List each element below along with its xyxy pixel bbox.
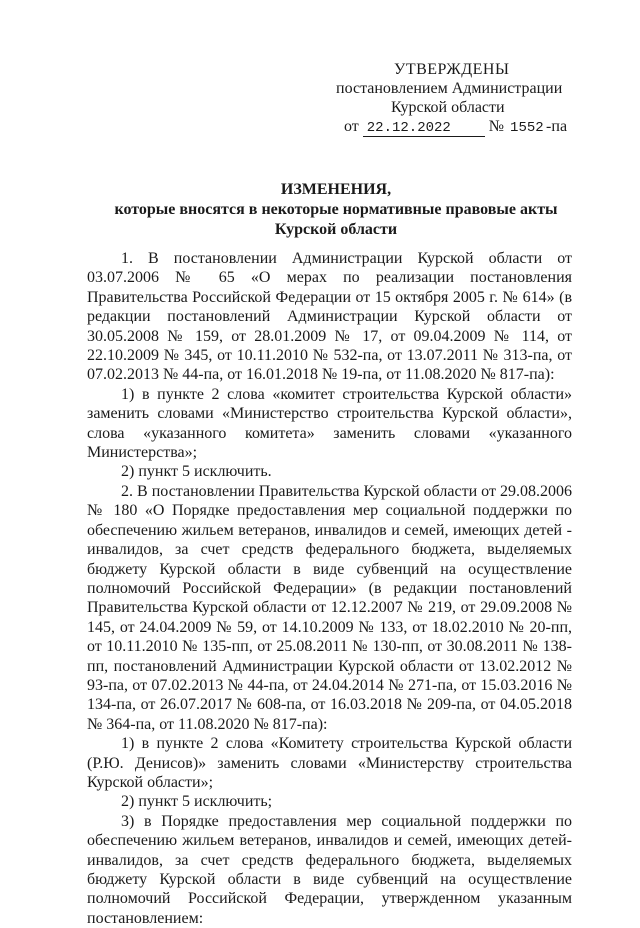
approval-stamp-block — [336, 60, 596, 137]
document-heading — [86, 180, 586, 240]
paragraph-2-item-1: 1) в пункте 2 слова «Комитету строительства Курской области (Р.Ю. Денисов)» заменить словами «Министерству строительства Курской области»; — [87, 735, 572, 791]
approval-title: УТВЕРЖДЕНЫ — [394, 61, 510, 78]
approval-number: 1552 — [510, 120, 544, 136]
document-subtitle-line2: Курской области — [274, 221, 398, 238]
approval-date: 22.12.2022 — [363, 121, 485, 137]
paragraph-2-item-3: 3) в Порядке предоставления мер социальной поддержки по обеспечению жильем ветеранов, инвалидов и семей, имеющих детей-инвалидов, за счет средств федерального бюджета, выделяемых бюджету Курской области в виде субвенций на осуществление полномочий Российской Федерации, утвержденном указанным постановлением: — [87, 812, 572, 927]
document-subtitle-line1: которые вносятся в некоторые нормативные правовые акты — [114, 201, 558, 218]
paragraph-2-item-2: 2) пункт 5 исключить; — [121, 793, 273, 811]
paragraph-1-item-2: 2) пункт 5 исключить. — [121, 463, 272, 481]
approval-issuer: постановлением Администрации — [336, 80, 563, 97]
approval-number-label: № — [488, 118, 505, 135]
approval-from-label: от — [344, 118, 359, 135]
document-body — [87, 249, 572, 928]
paragraph-1: 1. В постановлении Администрации Курской области от 03.07.2006 № 65 «О мерах по реализации постановления Правительства Российской Федерации от 15 октября 2005 г. № 614» (в редакции постановлений Администрации Курской области от 30.05.2008 № 159, от 28.01.2009 № 17, от 09.04.2009 № 114, от 22.10.2009 № 345, от 10.11.2010 № 532-па, от 13.07.2011 № 313-па, от 07.02.2013 № 44-па, от 16.01.2018 № 19-па, от 11.08.2020 № 817-па): — [87, 250, 572, 384]
approval-date-number-line — [336, 117, 596, 137]
document-title: ИЗМЕНЕНИЯ, — [280, 181, 392, 198]
paragraph-1-item-1: 1) в пункте 2 слова «комитет строительства Курской области» заменить словами «Министерство строительства Курской области», слова «указанного комитета» заменить словами «указанного Министерства»; — [87, 385, 572, 462]
approval-number-suffix: -па — [546, 118, 568, 135]
paragraph-2: 2. В постановлении Правительства Курской области от 29.08.2006 № 180 «О Порядке предоставления мер социальной поддержки по обеспечению жильем ветеранов, инвалидов и семей, имеющих детей - инвалидов, за счет средств федерального бюджета, выделяемых бюджету Курской области в виде субвенций на осуществление полномочий Российской Федерации» (в редакции постановлений Правительства Курской области от 12.12.2007 № 219, от 29.09.2008 № 145, от 24.04.2009 № 59, от 14.10.2009 № 133, от 18.02.2010 № 20-пп, от 10.11.2010 № 135-пп, от 25.08.2011 № 130-пп, от 30.08.2011 № 138-пп, постановлений Администрации Курской области от 13.02.2012 № 93-па, от 07.02.2013 № 44-па, от 24.04.2014 № 271-па, от 15.03.2016 № 134-па, от 26.07.2017 № 608-па, от 16.03.2018 № 209-па, от 04.05.2018 № 364-па, от 11.08.2020 № 817-па): — [87, 482, 572, 733]
approval-region: Курской области — [391, 99, 505, 116]
